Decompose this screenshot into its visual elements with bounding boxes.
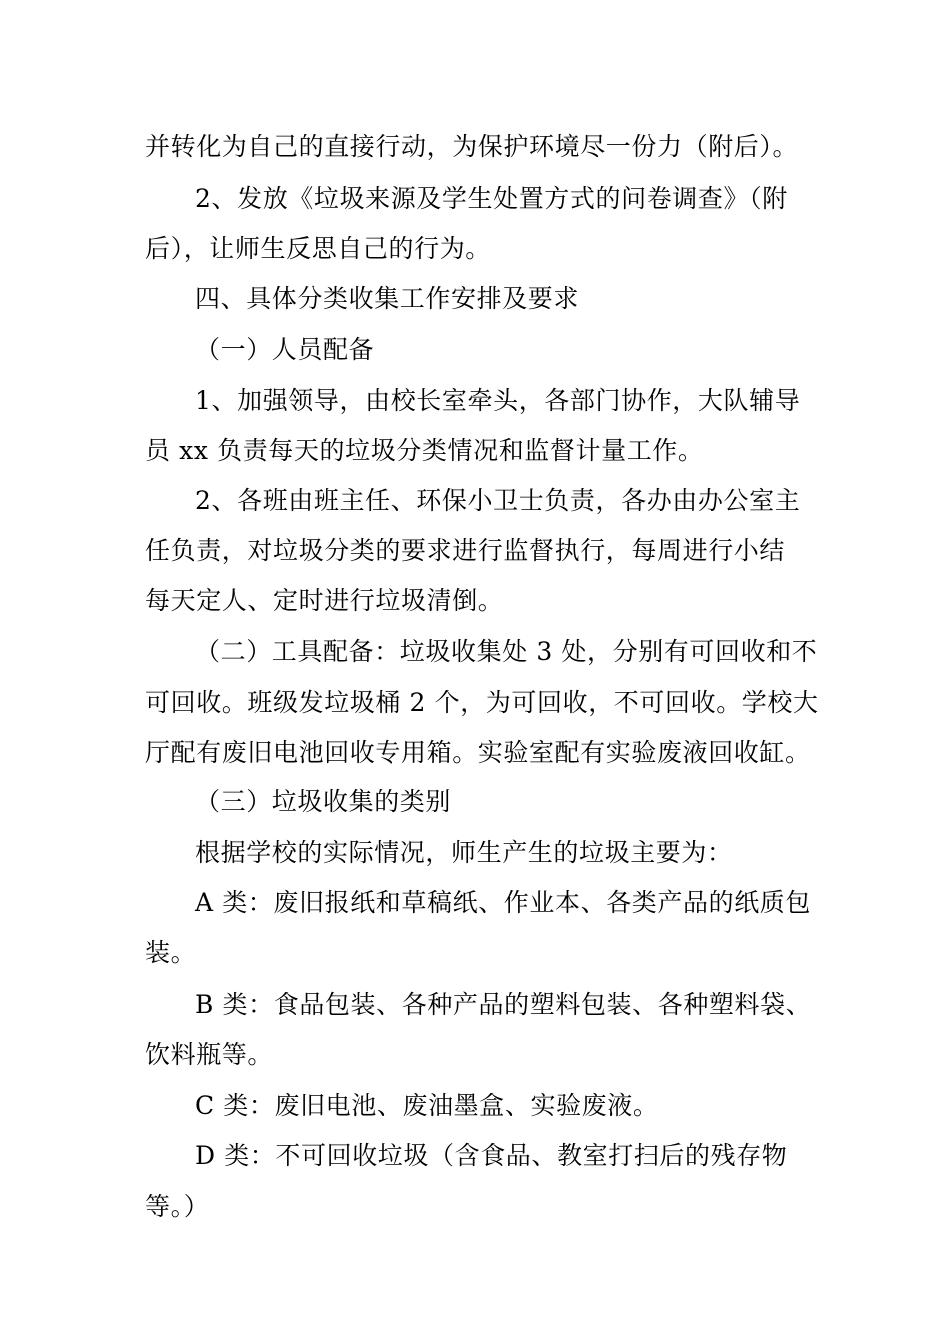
subsection-heading: （三）垃圾收集的类别	[195, 787, 452, 816]
text-line: 1、加强领导，由校长室牵头，各部门协作，大队辅导	[195, 386, 801, 415]
text-line: 每天定人、定时进行垃圾清倒。	[145, 586, 504, 615]
category-a-text: 装。	[145, 938, 197, 967]
subsection-heading: （二）工具配备：垃圾收集处 3 处，分别有可回收和不	[195, 637, 818, 666]
text-line: 并转化为自己的直接行动，为保护环境尽一份力（附后）。	[145, 132, 799, 161]
text-line: 2、各班由班主任、环保小卫士负责，各办由办公室主	[195, 486, 801, 515]
subsection-heading: （一）人员配备	[195, 335, 375, 364]
text-line: 可回收。班级发垃圾桶 2 个，为可回收，不可回收。学校大	[145, 688, 819, 717]
text-line: 员 xx 负责每天的垃圾分类情况和监督计量工作。	[145, 436, 704, 465]
text-line: 任负责，对垃圾分类的要求进行监督执行，每周进行小结	[145, 536, 786, 565]
category-d-text: D 类：不可回收垃圾（含食品、教室打扫后的残存物	[195, 1141, 788, 1170]
category-d-text: 等。）	[145, 1192, 210, 1221]
category-b-text: B 类：食品包装、各种产品的塑料包装、各种塑料袋、	[195, 990, 812, 1019]
category-c-text: C 类：废旧电池、废油墨盒、实验废液。	[195, 1091, 659, 1120]
text-line: 后），让师生反思自己的行为。	[145, 234, 491, 263]
text-line: 2、发放《垃圾来源及学生处置方式的问卷调查》（附	[195, 184, 788, 213]
category-b-text: 饮料瓶等。	[145, 1040, 274, 1069]
category-a-text: A 类：废旧报纸和草稿纸、作业本、各类产品的纸质包	[195, 888, 812, 917]
text-line: 根据学校的实际情况，师生产生的垃圾主要为：	[195, 838, 733, 867]
text-line: 厅配有废旧电池回收专用箱。实验室配有实验废液回收缸。	[145, 738, 811, 767]
section-heading: 四、具体分类收集工作安排及要求	[195, 284, 580, 313]
